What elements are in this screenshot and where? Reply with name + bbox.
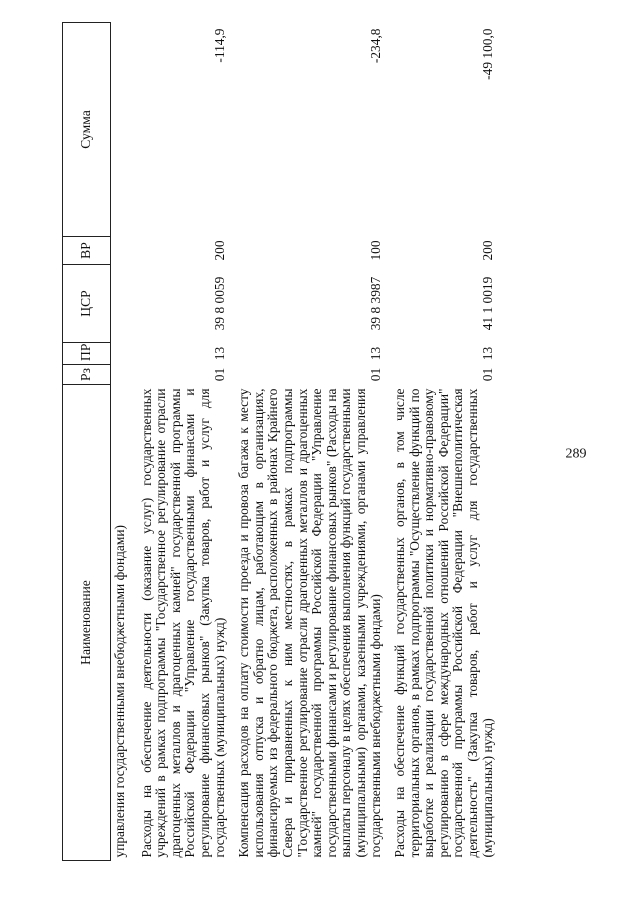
row-csr: 41 1 0019 — [479, 276, 495, 331]
header-pr: ПР — [63, 343, 111, 365]
row-sum: -234,8 — [367, 28, 383, 64]
row-vr: 100 — [367, 240, 383, 261]
table-row — [229, 23, 385, 861]
header-name: Наименование — [63, 385, 111, 861]
table-header-row — [63, 23, 111, 861]
row-rz: 01 — [479, 367, 495, 382]
header-vr: ВР — [63, 237, 111, 265]
row-vr: 200 — [211, 240, 227, 261]
row-csr: 39 8 0059 — [211, 276, 227, 331]
row-sum: -114,9 — [211, 28, 227, 63]
table-row — [132, 23, 230, 861]
header-rz: Рз — [63, 365, 111, 385]
row-name: Расходы на обеспечение деятельности (оказание услуг) государственных учреждений в рамках подпрограммы "Государственное регулирование отрасли драгоценных металлов и драгоценных камней" государственной программы Российской Федерации "Управление государственными финансами и регулирование финансовых рынков" (Закупка товаров, работ и услуг для государственных (муниципальных) нужд) — [138, 388, 227, 858]
budget-table — [62, 22, 497, 861]
row-sum: -49 100,0 — [479, 28, 495, 80]
row-csr: 39 8 3987 — [367, 276, 383, 331]
row-pr: 13 — [211, 346, 227, 361]
header-csr: ЦСР — [63, 265, 111, 343]
header-sum: Сумма — [63, 23, 111, 237]
page-number: 289 — [565, 446, 587, 462]
row-rz: 01 — [367, 367, 383, 382]
row-vr: 200 — [479, 240, 495, 261]
table-row — [385, 23, 497, 861]
row-pr: 13 — [479, 346, 495, 361]
row-name: Компенсация расходов на оплату стоимости проезда и провоза багажа к месту использования отпуска и обратно лицам, работающим в организациях, финансируемых из федерального бюджета, расположенных в районах Крайнего Севера и приравненных к ним местностях, в рамках подпрограммы "Государственное регулирование отрасли драгоценных металлов и драгоценных камней" государственной программы Российской Федерации "Управление государственными финансами и регулирование финансовых рынков" (Расходы на выплаты персоналу в целях обеспечения выполнения функций государственными (муниципальными) органами, казенными учреждениями, органами управления государственными внебюджетными фондами) — [236, 388, 383, 858]
row-rz: 01 — [211, 367, 227, 382]
continuation-text: управления государственными внебюджетными фондами) — [112, 525, 127, 858]
row-pr: 13 — [367, 346, 383, 361]
table-row-continuation — [111, 23, 132, 861]
row-name: Расходы на обеспечение функций государственных органов, в том числе территориальных органов, в рамках подпрограммы "Осуществление функций по выработке и реализации государственной политики и нормативно-правовому регулированию в сфере международных отношений Российской Федерации" государственной программы Российской Федерации "Внешнеполитическая деятельность" (Закупка товаров, работ и услуг для государственных (муниципальных) нужд) — [392, 388, 495, 858]
